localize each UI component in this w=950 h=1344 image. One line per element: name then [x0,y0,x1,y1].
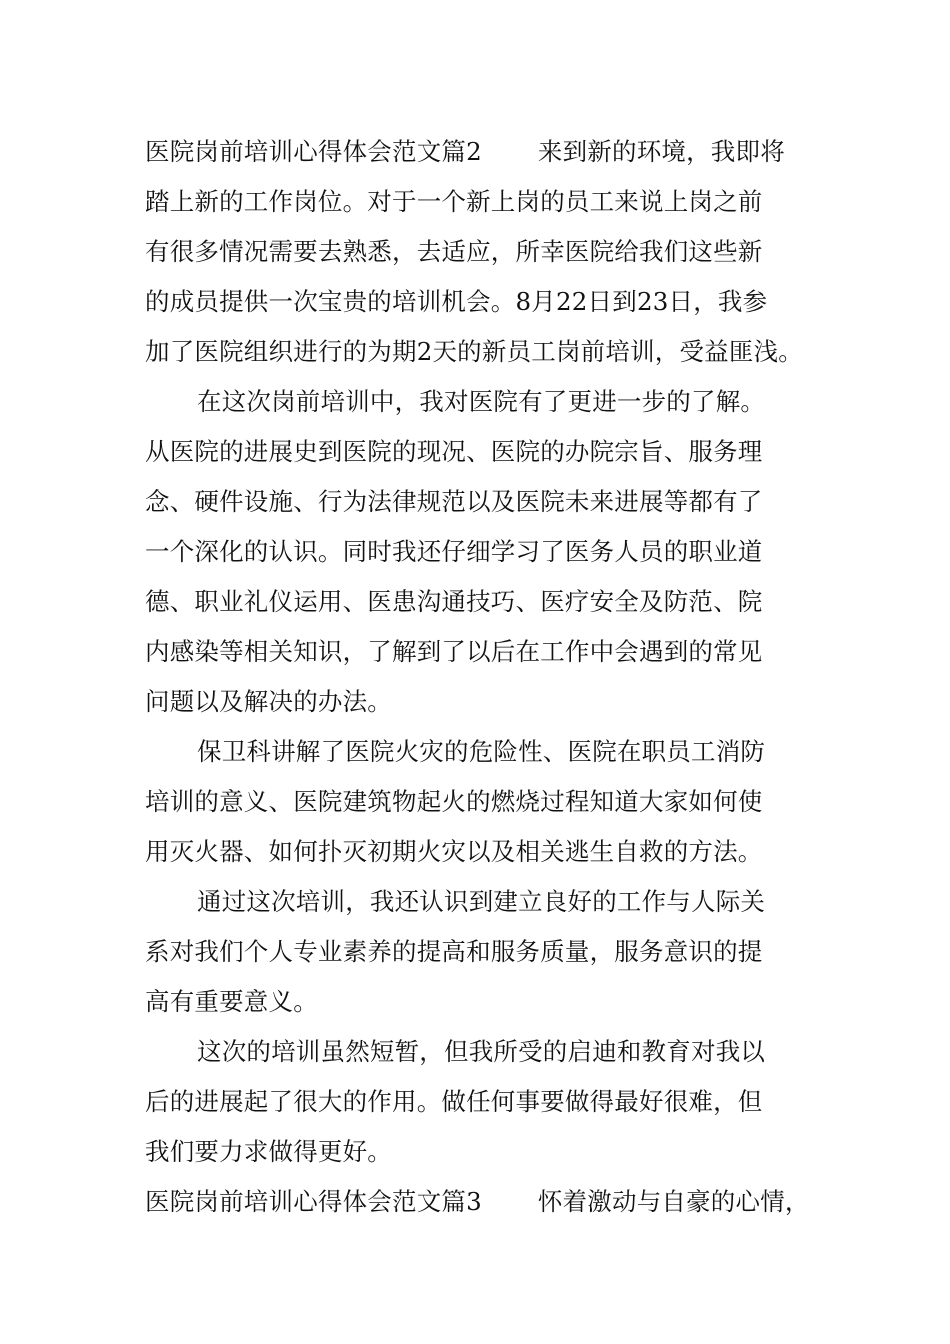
text-line: 培训的意义、医院建筑物起火的燃烧过程知道大家如何使 [145,787,763,816]
text-line: 踏上新的工作岗位。对于一个新上岗的员工来说上岗之前 [145,187,763,216]
paragraph-start: 保卫科讲解了医院火灾的危险性、医院在职员工消防 [197,737,766,766]
text-line: 用灭火器、如何扑灭初期火灾以及相关逃生自救的方法。 [145,837,763,866]
section-title: 医院岗前培训心得体会范文篇2 [145,137,482,166]
section-title: 医院岗前培训心得体会范文篇3 [145,1187,482,1216]
text-line: 高有重要意义。 [145,987,318,1016]
heading-line [145,127,825,177]
text-line: 有很多情况需要去熟悉，去适应，所幸医院给我们这些新 [145,237,763,266]
text-line: 一个深化的认识。同时我还仔细学习了医务人员的职业道 [145,537,763,566]
text-line: 念、硬件设施、行为法律规范以及医院未来进展等都有了 [145,487,763,516]
text-line: 后的进展起了很大的作用。做任何事要做得最好很难，但 [145,1087,763,1116]
text-line: 的成员提供一次宝贵的培训机会。8月22日到23日，我参 [145,287,768,316]
text-line: 加了医院组织进行的为期2天的新员工岗前培训，受益匪浅。 [145,337,803,366]
paragraph-start: 在这次岗前培训中，我对医院有了更进一步的了解。 [197,387,766,416]
text-line: 德、职业礼仪运用、医患沟通技巧、医疗安全及防范、院 [145,587,763,616]
text-line: 从医院的进展史到医院的现况、医院的办院宗旨、服务理 [145,437,763,466]
text-line: 内感染等相关知识，了解到了以后在工作中会遇到的常见 [145,637,763,666]
text-run: 来到新的环境，我即将 [537,137,785,166]
paragraph-start: 通过这次培训，我还认识到建立良好的工作与人际关 [197,887,766,916]
text-line: 我们要力求做得更好。 [145,1137,392,1166]
text-run: 怀着激动与自豪的心情， [537,1187,810,1216]
paragraph-start: 这次的培训虽然短暂，但我所受的启迪和教育对我以 [197,1037,766,1066]
document-body [145,127,825,1227]
text-line: 系对我们个人专业素养的提高和服务质量，服务意识的提 [145,937,763,966]
heading-line [145,1177,825,1227]
text-line: 问题以及解决的办法。 [145,687,392,716]
